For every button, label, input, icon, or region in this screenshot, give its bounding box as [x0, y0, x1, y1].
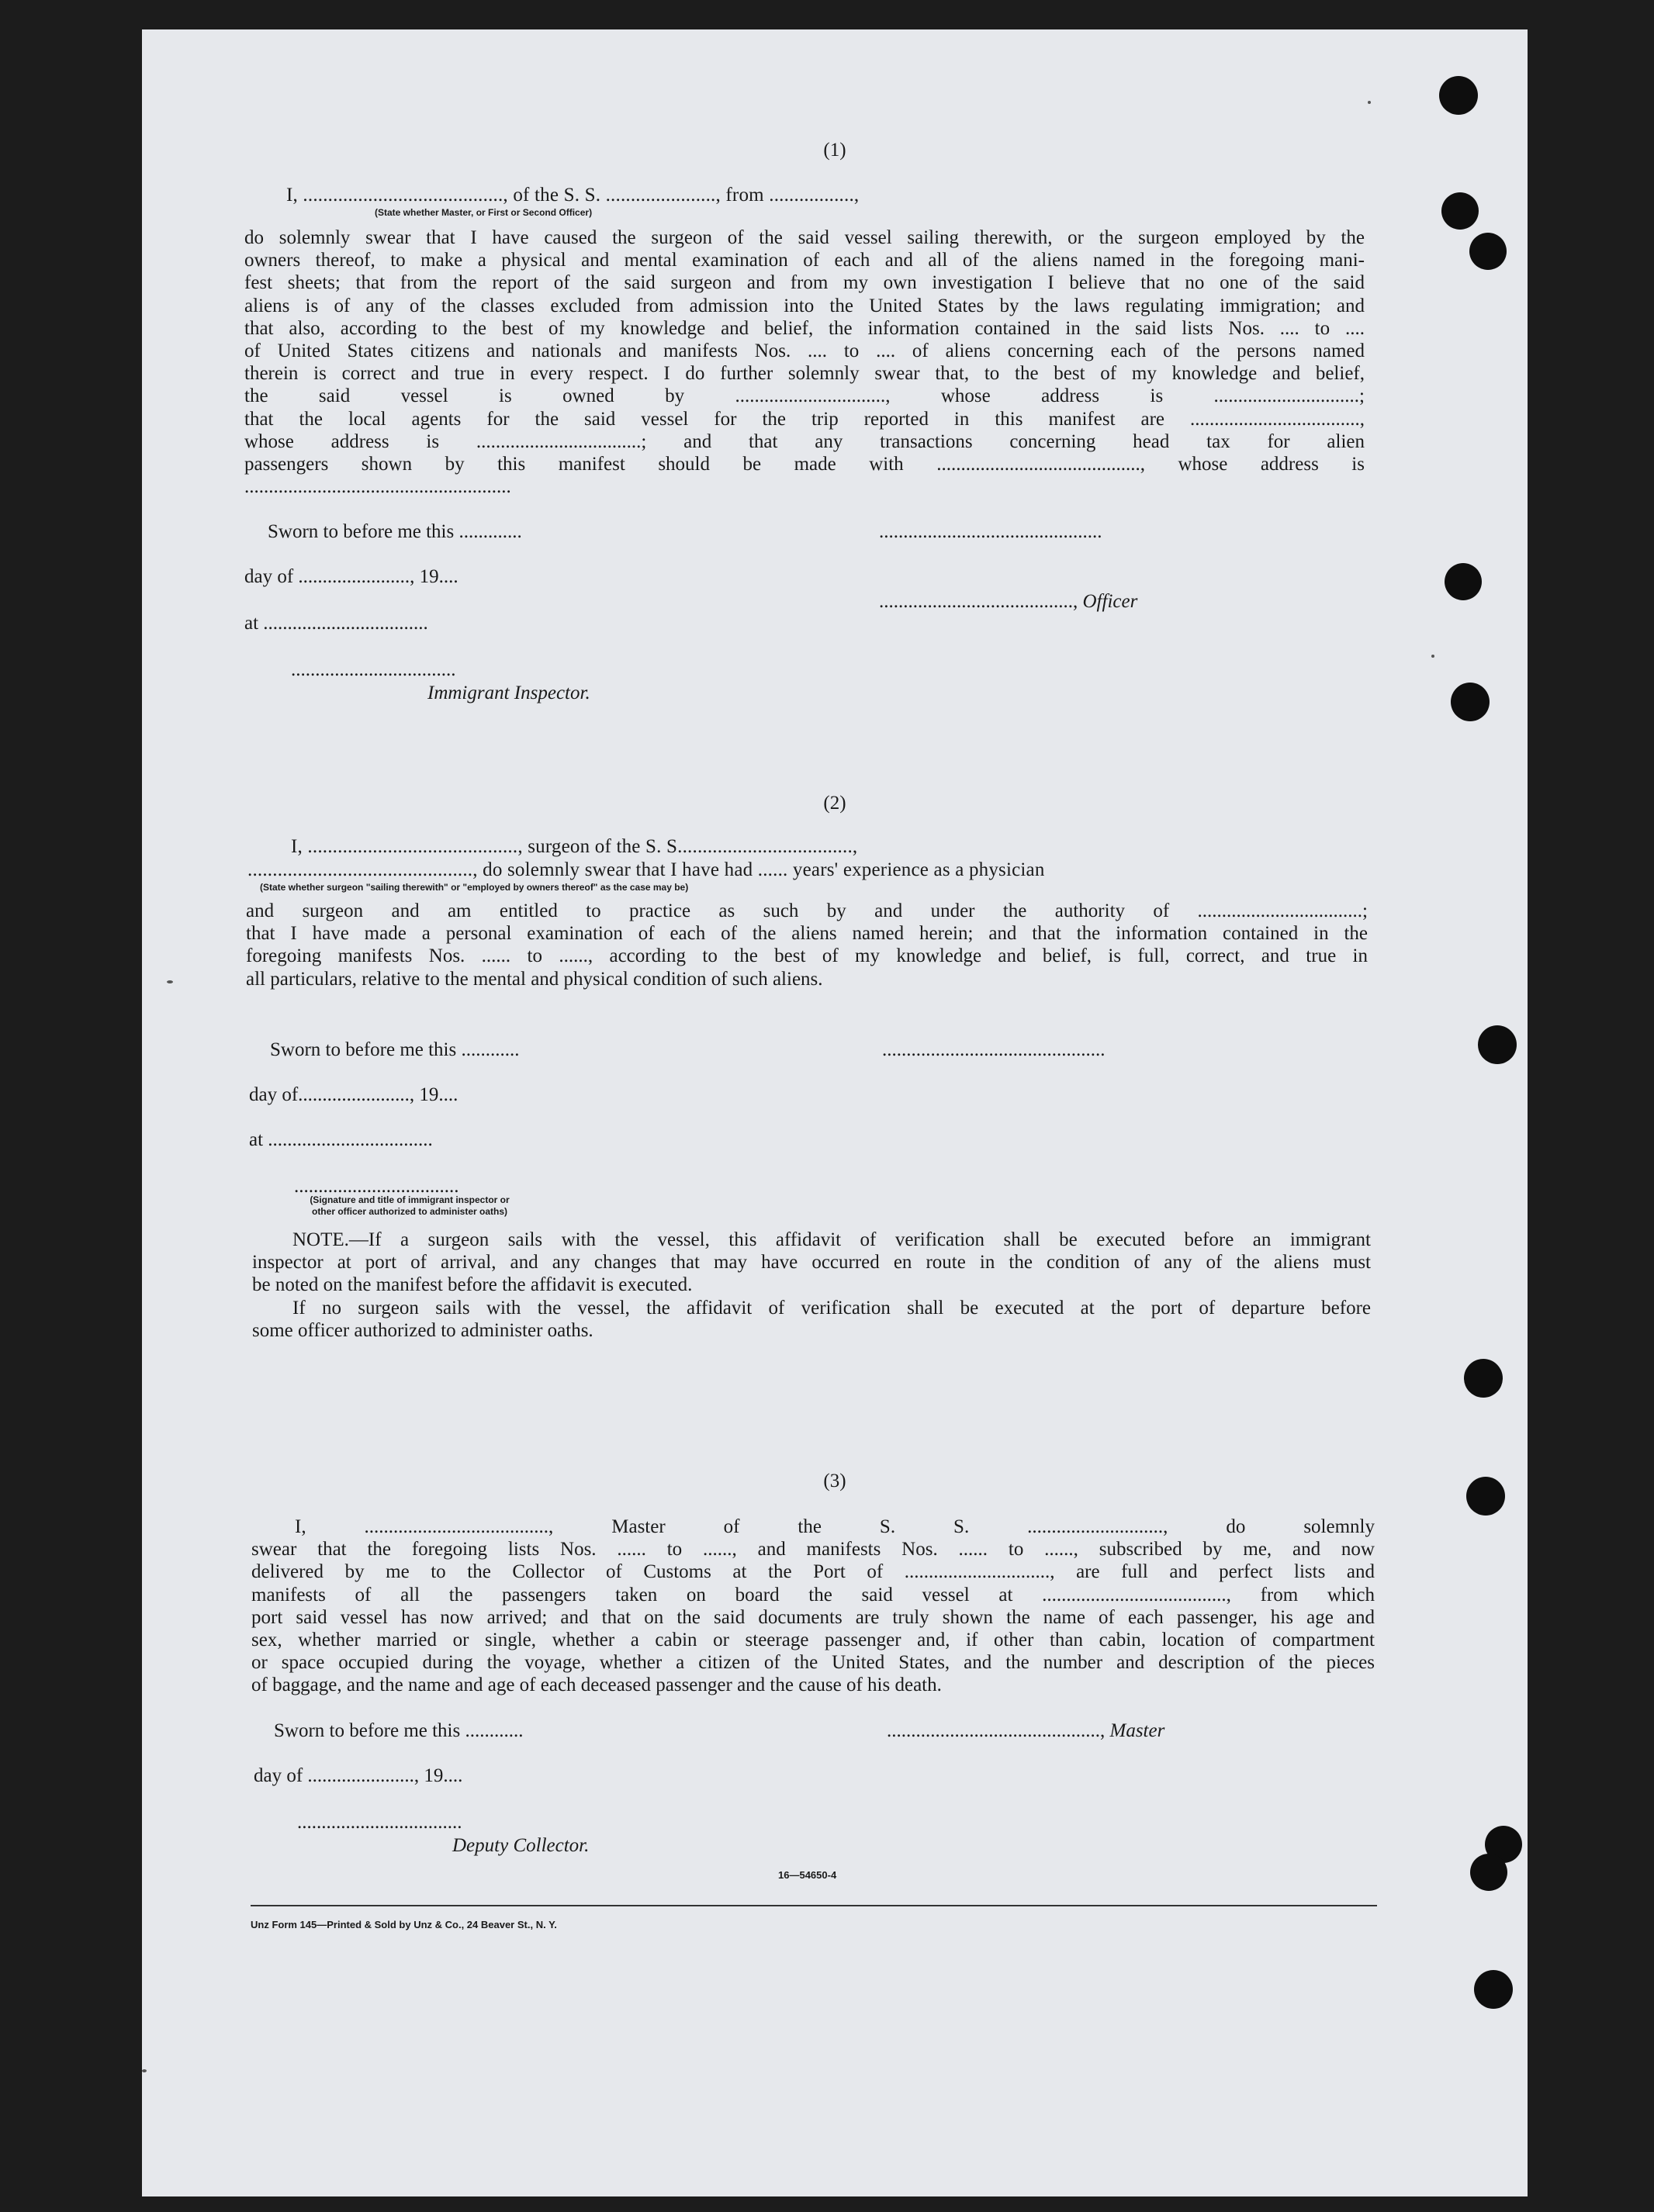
section-1-at: at ..................................	[244, 613, 428, 634]
section-1-body-line: .......................................................	[244, 476, 511, 498]
section-2-surgeon-note: (State whether surgeon "sailing therewith" or "employed by owners thereof" as the case may be)	[260, 882, 689, 893]
section-2-note-line: If no surgeon sails with the vessel, the affidavit of verification shall be executed at the port of departure before	[292, 1297, 1371, 1319]
section-1-body-line: fest sheets; that from the report of the said surgeon and from my own investigation I believe that no one of the said	[244, 272, 1365, 294]
section-2-at: at ..................................	[249, 1129, 433, 1150]
section-1-body-line: owners thereof, to make a physical and mental examination of each and all of the aliens named in the foregoing mani-	[244, 250, 1365, 271]
section-3-number: (3)	[823, 1471, 846, 1491]
section-2-note	[252, 1229, 1371, 1342]
section-3-day: day of ......................, 19....	[254, 1765, 463, 1786]
section-2-note-text: —If a surgeon sails with the vessel, this affidavit of verification shall be executed before an immigrant	[348, 1229, 1371, 1250]
section-1-body-line: of United States citizens and nationals and manifests Nos. .... to .... of aliens concerning each of the persons named	[244, 340, 1365, 362]
section-3-body-line: sex, whether married or single, whether a cabin or steerage passenger and, if other than cabin, location of compartment	[251, 1630, 1375, 1651]
section-3-master-label: Master	[1109, 1720, 1165, 1741]
form-sheet	[142, 29, 1528, 2196]
section-1-body-line: whose address is ..................................; and that any transactions concerning head tax for alien	[244, 430, 1365, 452]
section-2-signature-note	[305, 1194, 514, 1218]
section-2-note-line: be noted on the manifest before the affidavit is executed.	[252, 1274, 693, 1296]
section-2-opening-line: I, .........................................., surgeon of the S. S...................................,	[291, 836, 858, 857]
section-3-body-line: I, ......................................, Master of the S. S. ............................, do solemnly	[295, 1516, 1375, 1537]
section-1-body-line: that the local agents for the said vessel for the trip reported in this manifest are ...................................,	[244, 408, 1365, 430]
section-1-inspector-dots: ..................................	[291, 659, 456, 680]
section-2-note-label: NOTE.	[292, 1229, 349, 1250]
punch-hole	[1466, 1477, 1505, 1516]
section-2-body-line: foregoing manifests Nos. ...... to ......, according to the best of my knowledge and belief, is full, correct, and true in	[246, 945, 1368, 967]
scan-speck	[142, 2069, 147, 2072]
section-3-body-line: port said vessel has now arrived; and that on the said documents are truly shown the name of each passenger, his age and	[251, 1606, 1375, 1628]
punch-hole	[1445, 563, 1482, 600]
section-1-day: day of ......................., 19....	[244, 566, 458, 587]
section-3-body-line: of baggage, and the name and age of each deceased passenger and the cause of his death.	[251, 1675, 942, 1696]
section-3-body-line: swear that the foregoing lists Nos. ...... to ......, and manifests Nos. ...... to ......, subscribed by me, and now	[251, 1539, 1375, 1560]
punch-hole	[1469, 233, 1507, 270]
section-3-collector-label: Deputy Collector.	[452, 1835, 590, 1856]
section-2-body	[246, 900, 1368, 990]
section-1-body-line: the said vessel is owned by ..............................., whose address is ..............................;	[244, 385, 1365, 407]
section-1-opening-line: I, ........................................, of the S. S. ......................, from .................,	[286, 185, 860, 206]
scan-speck	[1431, 655, 1434, 658]
section-3-body-line: delivered by me to the Collector of Customs at the Port of .............................., are full and perfect lists and	[251, 1561, 1375, 1583]
section-2-sworn: Sworn to before me this ............	[270, 1039, 520, 1060]
section-1-officer-line	[879, 591, 1137, 613]
section-1-body-line: that also, according to the best of my knowledge and belief, the information contained in the said lists Nos. .... to ....	[244, 317, 1365, 339]
section-2-note-line: inspector at port of arrival, and any changes that may have occurred en route in the condition of any of the aliens must	[252, 1252, 1371, 1274]
scan-speck	[167, 980, 173, 983]
section-2-body-line: that I have made a personal examination of each of the aliens named herein; and that the information contained in the	[246, 923, 1368, 945]
section-1-inspector-label: Immigrant Inspector.	[427, 683, 590, 703]
punch-hole	[1470, 1854, 1507, 1891]
section-2-body-line: all particulars, relative to the mental and physical condition of such aliens.	[246, 968, 823, 990]
punch-hole	[1474, 1970, 1513, 2009]
section-3-sworn: Sworn to before me this ............	[274, 1720, 524, 1741]
section-1-number: (1)	[823, 140, 846, 161]
section-3-master-line	[887, 1720, 1164, 1742]
section-3-body	[251, 1516, 1375, 1697]
punch-hole	[1441, 192, 1479, 230]
section-1-body-line: do solemnly swear that I have caused the surgeon of the said vessel sailing therewith, or the surgeon employed by the	[244, 227, 1365, 248]
section-2-signature-dots: ..................................	[294, 1176, 459, 1197]
section-1-officer-note: (State whether Master, or First or Second Officer)	[375, 207, 593, 218]
punch-hole	[1464, 1359, 1503, 1398]
section-1-sworn: Sworn to before me this .............	[268, 521, 522, 542]
section-1-officer-dots: ........................................,	[879, 591, 1083, 612]
section-2-signature-note-line: other officer authorized to administer oaths)	[311, 1206, 508, 1217]
punch-hole	[1478, 1025, 1517, 1064]
section-2-body-line: and surgeon and am entitled to practice as such by and under the authority of ..................................;	[246, 900, 1368, 921]
section-2-signature-note-line: (Signature and title of immigrant inspector or	[310, 1194, 510, 1205]
section-2-signature-line-right: ..............................................	[882, 1039, 1106, 1060]
form-code: 16—54650-4	[778, 1869, 837, 1881]
section-3-collector-dots: ..................................	[297, 1812, 462, 1833]
section-3-master-dots: ............................................,	[887, 1720, 1110, 1741]
punch-hole	[1451, 683, 1490, 721]
footer-rule	[251, 1905, 1377, 1906]
section-2-second-line: ............................................., do solemnly swear that I have had ...... years' experience as a physician	[247, 859, 1045, 880]
section-1-body	[244, 226, 1365, 498]
section-1-body-line: therein is correct and true in every respect. I do further solemnly swear that, to the best of my knowledge and belief,	[244, 363, 1365, 385]
punch-hole	[1439, 76, 1478, 115]
footer-printer-note: Unz Form 145—Printed & Sold by Unz & Co., 24 Beaver St., N. Y.	[251, 1919, 557, 1930]
section-3-body-line: or space occupied during the voyage, whether a citizen of the United States, and the number and description of the pieces	[251, 1652, 1375, 1674]
section-1-body-line: aliens is of any of the classes excluded from admission into the United States by the laws regulating immigration; and	[244, 295, 1365, 316]
section-1-body-line: passengers shown by this manifest should be made with .........................................., whose address is	[244, 454, 1365, 475]
section-1-officer-signature-line: ..............................................	[879, 521, 1102, 542]
section-1-officer-label: Officer	[1082, 591, 1138, 612]
section-2-note-line: some officer authorized to administer oaths.	[252, 1319, 593, 1341]
section-2-number: (2)	[823, 793, 846, 814]
section-3-body-line: manifests of all the passengers taken on board the said vessel at ......................................, from which	[251, 1584, 1375, 1605]
section-2-note-line	[252, 1229, 1371, 1251]
section-2-day: day of......................., 19....	[249, 1084, 458, 1105]
scan-speck	[1368, 101, 1371, 104]
